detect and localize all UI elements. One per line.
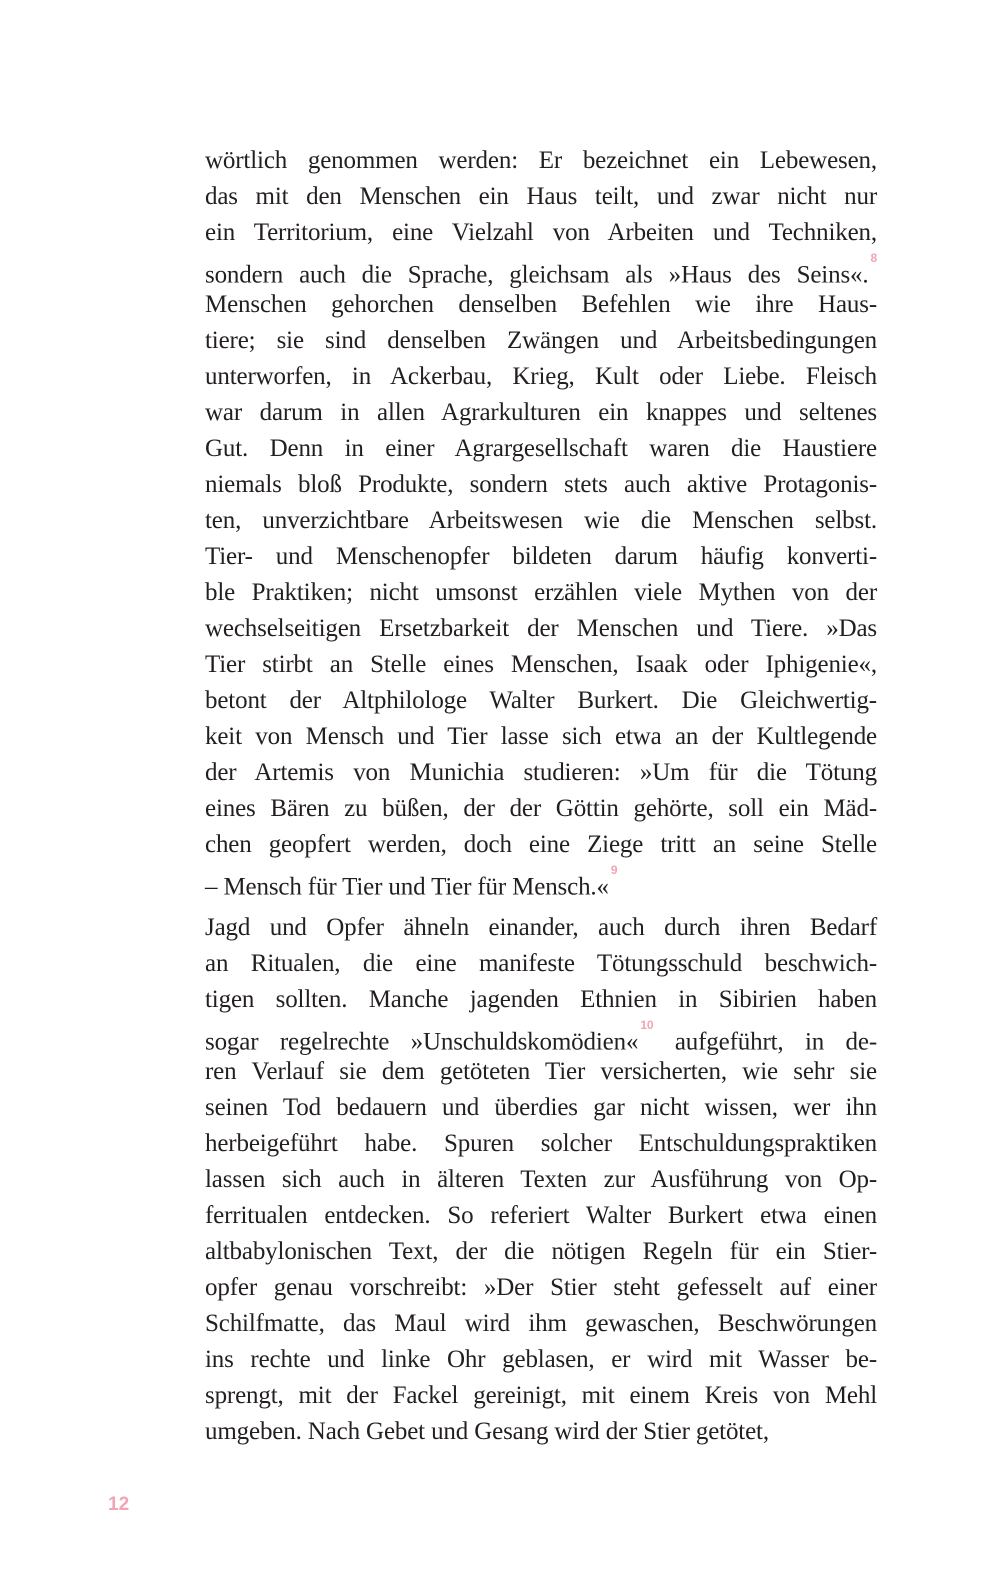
line-text: tiere; sie sind denselben Zwängen und Arbeitsbedingungen (205, 327, 877, 354)
text-line (205, 1378, 877, 1414)
text-line (205, 1198, 877, 1234)
page-number: 12 (108, 1494, 130, 1515)
text-line (205, 467, 877, 503)
line-text: herbeigeführt habe. Spuren solcher Entschuldungspraktiken (205, 1130, 877, 1157)
line-text: seinen Tod bedauern und überdies gar nicht wissen, wer ihn (205, 1094, 877, 1121)
text-line (205, 251, 877, 287)
footnote-marker[interactable]: 9 (610, 863, 618, 877)
text-line (205, 179, 877, 215)
line-text: ein Territorium, eine Vielzahl von Arbeiten und Techniken, (205, 219, 877, 246)
line-text: tigen sollten. Manche jagenden Ethnien in Sibirien haben (205, 986, 877, 1013)
line-text: sondern auch die Sprache, gleichsam als »Haus des Seins«. (205, 261, 869, 289)
text-line (205, 719, 877, 755)
text-line (205, 1234, 877, 1270)
line-text: Schilfmatte, das Maul wird ihm gewaschen, Beschwörungen (205, 1310, 877, 1337)
text-line (205, 1414, 877, 1450)
line-text: das mit den Menschen ein Haus teilt, und zwar nicht nur (205, 183, 877, 210)
text-line (205, 910, 877, 946)
text-line (205, 1090, 877, 1126)
line-text: niemals bloß Produkte, sondern stets auch aktive Protagonis- (205, 471, 877, 498)
text-line (205, 503, 877, 539)
line-text: ren Verlauf sie dem getöteten Tier versicherten, wie sehr sie (205, 1058, 877, 1085)
line-text: altbabylonischen Text, der die nötigen Regeln für ein Stier- (205, 1238, 877, 1265)
text-line (205, 683, 877, 719)
line-text: Jagd und Opfer ähneln einander, auch durch ihren Bedarf (205, 914, 877, 941)
line-text: unterworfen, in Ackerbau, Krieg, Kult oder Liebe. Fleisch (205, 363, 877, 390)
line-text: ten, unverzichtbare Arbeitswesen wie die Menschen selbst. (205, 507, 877, 534)
line-text: opfer genau vorschreibt: »Der Stier steht gefesselt auf einer (205, 1274, 877, 1301)
line-text: sprengt, mit der Fackel gereinigt, mit einem Kreis von Mehl (205, 1382, 877, 1409)
text-line (205, 323, 877, 359)
line-text: an Ritualen, die eine manifeste Tötungsschuld beschwich- (205, 950, 877, 977)
text-line (205, 863, 877, 899)
text-line (205, 611, 877, 647)
line-text: der Artemis von Munichia studieren: »Um für die Tötung (205, 759, 877, 786)
text-line (205, 143, 877, 179)
line-text: sogar regelrechte »Unschuldskomödien« (205, 1028, 639, 1056)
text-line (205, 755, 877, 791)
text-line (205, 287, 877, 323)
line-text: – Mensch für Tier und Tier für Mensch.« (205, 873, 609, 901)
text-line (205, 539, 877, 575)
line-text: wechselseitigen Ersetzbarkeit der Menschen und Tiere. »Das (205, 615, 877, 642)
text-line (205, 1126, 877, 1162)
text-line (205, 1270, 877, 1306)
line-text: Tier stirbt an Stelle eines Menschen, Isaak oder Iphigenie«, (205, 651, 877, 678)
text-line (205, 1018, 877, 1054)
text-line (205, 827, 877, 863)
text-line (205, 395, 877, 431)
line-text: umgeben. Nach Gebet und Gesang wird der Stier getötet, (205, 1418, 769, 1445)
text-line (205, 946, 877, 982)
paragraph-2 (205, 910, 877, 1450)
line-text: ins rechte und linke Ohr geblasen, er wird mit Wasser be- (205, 1346, 877, 1373)
text-line (205, 647, 877, 683)
line-text: ble Praktiken; nicht umsonst erzählen viele Mythen von der (205, 579, 877, 606)
text-line (205, 1306, 877, 1342)
line-text: eines Bären zu büßen, der der Göttin gehörte, soll ein Mäd- (205, 795, 877, 822)
text-line (205, 575, 877, 611)
text-line (205, 215, 877, 251)
text-line (205, 431, 877, 467)
line-text: lassen sich auch in älteren Texten zur Ausführung von Op- (205, 1166, 877, 1193)
text-line (205, 1054, 877, 1090)
text-line (205, 791, 877, 827)
text-line (205, 982, 877, 1018)
line-text: ferritualen entdecken. So referiert Walter Burkert etwa einen (205, 1202, 877, 1229)
line-text: Menschen gehorchen denselben Befehlen wie ihre Haus- (205, 291, 877, 318)
line-text: war darum in allen Agrarkulturen ein knappes und seltenes (205, 399, 877, 426)
paragraph-1 (205, 143, 877, 899)
footnote-marker[interactable]: 8 (870, 251, 877, 265)
line-text: Tier- und Menschenopfer bildeten darum häufig konverti- (205, 543, 877, 570)
line-text: keit von Mensch und Tier lasse sich etwa an der Kultlegende (205, 723, 877, 750)
text-line (205, 1342, 877, 1378)
text-line (205, 1162, 877, 1198)
text-line (205, 359, 877, 395)
line-text-after: aufgeführt, in de- (653, 1028, 877, 1056)
footnote-marker[interactable]: 10 (640, 1018, 654, 1032)
line-text: betont der Altphilologe Walter Burkert. Die Gleichwertig- (205, 687, 877, 714)
line-text: Gut. Denn in einer Agrargesellschaft waren die Haustiere (205, 435, 877, 462)
line-text: chen geopfert werden, doch eine Ziege tritt an seine Stelle (205, 831, 877, 858)
line-text: wörtlich genommen werden: Er bezeichnet ein Lebewesen, (205, 147, 877, 174)
